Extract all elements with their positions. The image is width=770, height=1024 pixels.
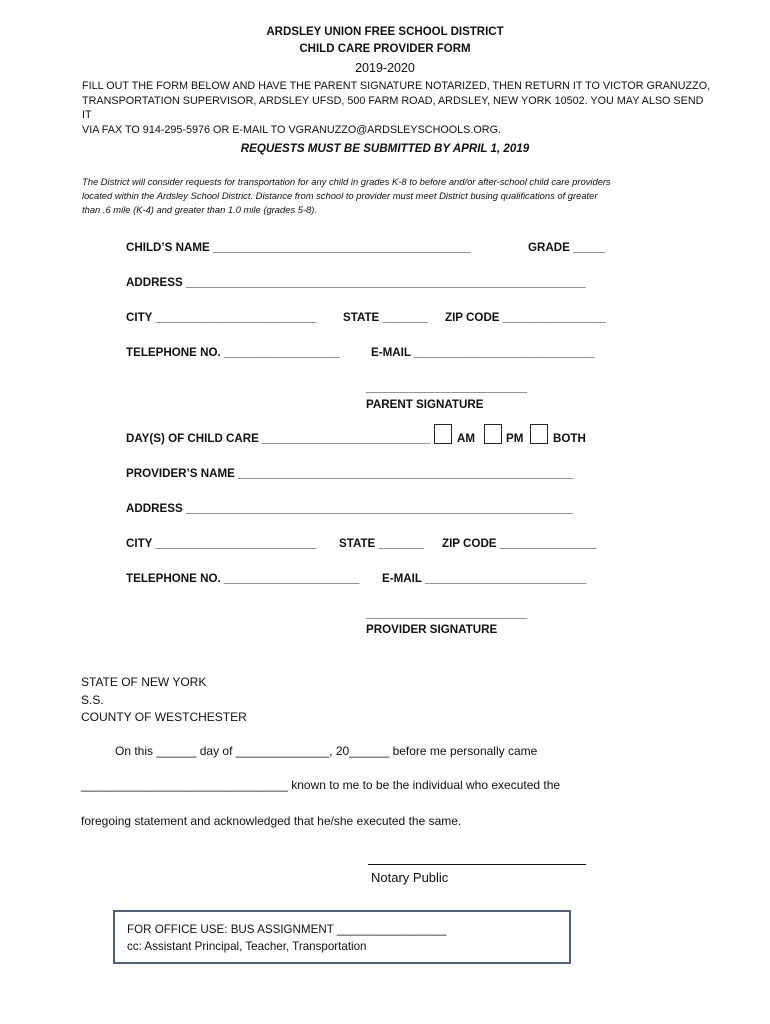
email-field[interactable]: E-MAIL ____________________________ (371, 346, 595, 359)
policy-line: located within the Ardsley School District. Distance from school to provider must meet District busing qualifications of greater (82, 190, 598, 201)
deadline-notice: REQUESTS MUST BE SUBMITTED BY APRIL 1, 2019 (240, 142, 530, 155)
cc-line: cc: Assistant Principal, Teacher, Transportation (127, 940, 367, 953)
notary-statement-line: foregoing statement and acknowledged that he/she executed the same. (81, 814, 462, 828)
telephone-field[interactable]: TELEPHONE NO. __________________ (126, 346, 340, 359)
am-label: AM (457, 432, 476, 445)
provider-city-field[interactable]: CITY _________________________ (126, 537, 317, 550)
provider-address-field[interactable]: ADDRESS ____________________________________________________________ (126, 502, 573, 515)
childs-name-field[interactable]: CHILD’S NAME ________________________________________ (126, 241, 471, 254)
zip-code-field[interactable]: ZIP CODE ________________ (445, 311, 606, 324)
notary-state: STATE OF NEW YORK (81, 675, 207, 689)
notary-ss: S.S. (81, 693, 104, 707)
provider-signature-line[interactable]: _________________________ (366, 607, 528, 620)
parent-signature-label: PARENT SIGNATURE (366, 398, 484, 411)
provider-telephone-field[interactable]: TELEPHONE NO. _____________________ (126, 572, 360, 585)
address-field[interactable]: ADDRESS ______________________________________________________________ (126, 276, 586, 289)
grade-field[interactable]: GRADE _____ (528, 241, 606, 254)
pm-checkbox[interactable] (484, 424, 502, 444)
notary-statement-line: _______________________________ known to me to be the individual who executed the (81, 778, 561, 792)
city-field[interactable]: CITY _________________________ (126, 311, 317, 324)
pm-label: PM (506, 432, 524, 445)
notary-statement-line: On this ______ day of ______________, 20______ before me personally came (115, 744, 538, 758)
am-checkbox[interactable] (434, 424, 452, 444)
policy-line: The District will consider requests for transportation for any child in grades K-8 to before and/or after-school child care providers (82, 176, 611, 187)
provider-state-field[interactable]: STATE _______ (339, 537, 424, 550)
provider-signature-label: PROVIDER SIGNATURE (366, 623, 498, 636)
notary-public-label: Notary Public (371, 870, 449, 885)
both-checkbox[interactable] (530, 424, 548, 444)
days-of-care-field[interactable]: DAY(S) OF CHILD CARE __________________________ (126, 432, 430, 445)
policy-line: than .6 mile (K-4) and greater than 1.0 mile (grades 5-8). (82, 204, 318, 215)
provider-name-field[interactable]: PROVIDER’S NAME ____________________________________________________ (126, 467, 574, 480)
instructions-line: VIA FAX TO 914-295-5976 OR E-MAIL TO VGRANUZZO@ARDSLEYSCHOOLS.ORG. (82, 123, 501, 136)
both-label: BOTH (553, 432, 586, 445)
school-year: 2019-2020 (355, 61, 415, 75)
parent-signature-line[interactable]: _________________________ (366, 381, 528, 394)
notary-signature-line[interactable] (368, 864, 586, 865)
district-name: ARDSLEY UNION FREE SCHOOL DISTRICT (266, 26, 504, 38)
state-field[interactable]: STATE _______ (343, 311, 428, 324)
instructions (82, 79, 712, 137)
policy-text (82, 175, 702, 217)
instructions-line: FILL OUT THE FORM BELOW AND HAVE THE PARENT SIGNATURE NOTARIZED, THEN RETURN IT TO VICTOR GRANUZZO, (82, 80, 711, 92)
form-title: CHILD CARE PROVIDER FORM (299, 43, 471, 55)
provider-email-field[interactable]: E-MAIL _________________________ (382, 572, 587, 585)
office-use-box (113, 910, 571, 964)
instructions-line: TRANSPORTATION SUPERVISOR, ARDSLEY UFSD, 500 FARM ROAD, ARDSLEY, NEW YORK 10502. YOU MAY ALSO SEND IT (82, 94, 704, 121)
notary-county: COUNTY OF WESTCHESTER (81, 710, 247, 724)
bus-assignment-field[interactable]: FOR OFFICE USE: BUS ASSIGNMENT _________________ (127, 923, 447, 936)
provider-zip-code-field[interactable]: ZIP CODE _______________ (442, 537, 597, 550)
